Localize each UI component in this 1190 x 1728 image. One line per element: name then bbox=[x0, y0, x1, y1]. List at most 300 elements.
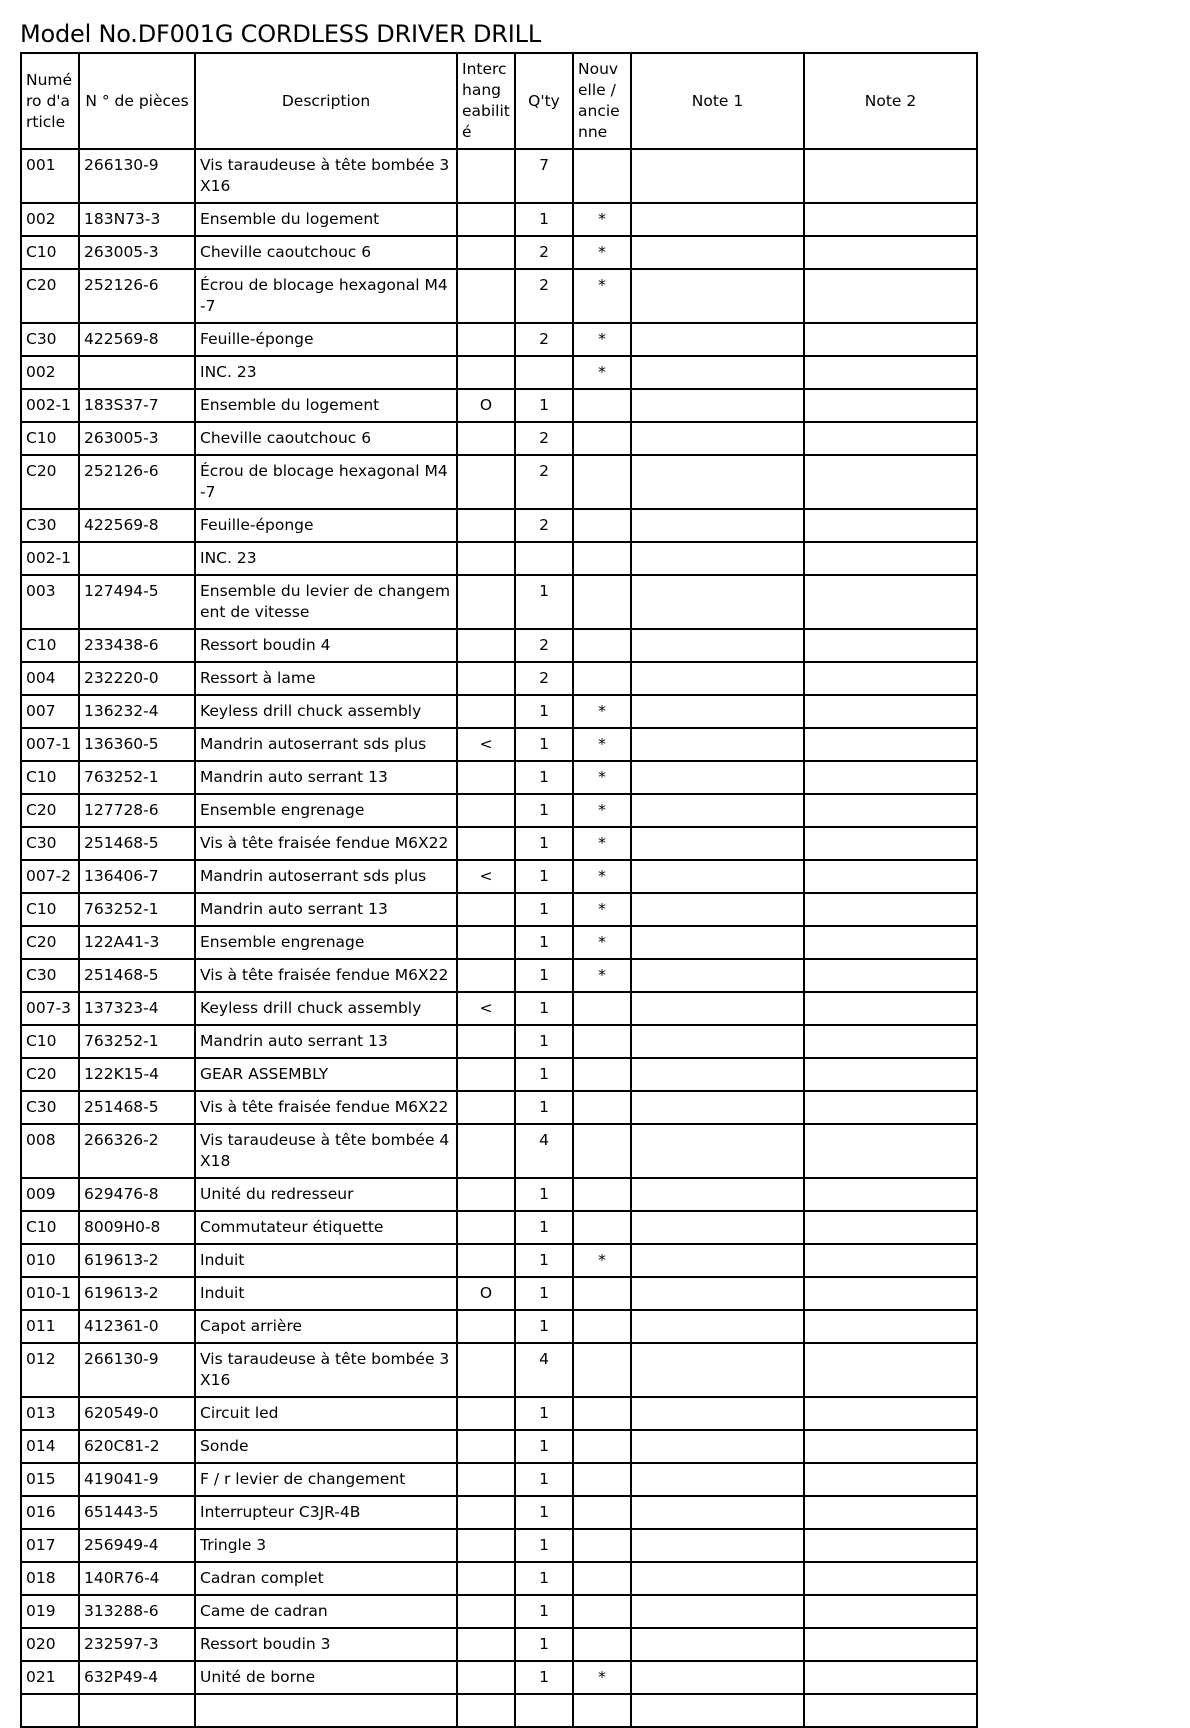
item-no-cell: 007-3 bbox=[21, 992, 79, 1025]
note-1-cell bbox=[631, 356, 804, 389]
qty-cell: 1 bbox=[515, 959, 573, 992]
item-no-cell: 002 bbox=[21, 203, 79, 236]
interchangeability-cell bbox=[457, 1343, 515, 1397]
description-cell: Mandrin auto serrant 13 bbox=[195, 761, 457, 794]
qty-cell: 1 bbox=[515, 1277, 573, 1310]
interchangeability-cell bbox=[457, 1562, 515, 1595]
item-no-cell: 007-1 bbox=[21, 728, 79, 761]
note-2-cell bbox=[804, 827, 977, 860]
item-no-cell: 020 bbox=[21, 1628, 79, 1661]
item-no-cell: C10 bbox=[21, 761, 79, 794]
note-1-cell bbox=[631, 959, 804, 992]
table-row bbox=[21, 269, 977, 323]
note-2-cell bbox=[804, 542, 977, 575]
table-row bbox=[21, 1694, 977, 1727]
note-2-cell bbox=[804, 1124, 977, 1178]
note-2-cell bbox=[804, 1595, 977, 1628]
description-cell: Ensemble du logement bbox=[195, 389, 457, 422]
description-cell: Mandrin autoserrant sds plus bbox=[195, 860, 457, 893]
qty-cell: 4 bbox=[515, 1124, 573, 1178]
qty-cell: 1 bbox=[515, 926, 573, 959]
note-1-cell bbox=[631, 1661, 804, 1694]
item-no-cell: 008 bbox=[21, 1124, 79, 1178]
new-old-cell: * bbox=[573, 356, 631, 389]
part-no-cell: 619613-2 bbox=[79, 1277, 195, 1310]
qty-cell: 2 bbox=[515, 662, 573, 695]
description-cell: Mandrin auto serrant 13 bbox=[195, 893, 457, 926]
new-old-cell bbox=[573, 1058, 631, 1091]
note-1-cell bbox=[631, 575, 804, 629]
qty-cell: 1 bbox=[515, 389, 573, 422]
note-2-cell bbox=[804, 860, 977, 893]
qty-cell: 1 bbox=[515, 1244, 573, 1277]
table-row bbox=[21, 1058, 977, 1091]
interchangeability-cell bbox=[457, 1595, 515, 1628]
item-no-cell: C30 bbox=[21, 509, 79, 542]
item-no-cell: 007-2 bbox=[21, 860, 79, 893]
description-cell: Mandrin autoserrant sds plus bbox=[195, 728, 457, 761]
item-no-cell: 010-1 bbox=[21, 1277, 79, 1310]
note-2-cell bbox=[804, 1661, 977, 1694]
note-2-cell bbox=[804, 1091, 977, 1124]
new-old-cell: * bbox=[573, 1244, 631, 1277]
item-no-cell: C20 bbox=[21, 1058, 79, 1091]
interchangeability-cell bbox=[457, 1211, 515, 1244]
note-1-cell bbox=[631, 509, 804, 542]
interchangeability-cell: O bbox=[457, 389, 515, 422]
interchangeability-cell bbox=[457, 629, 515, 662]
header-note-1: Note 1 bbox=[631, 53, 804, 149]
description-cell: Ensemble engrenage bbox=[195, 794, 457, 827]
note-1-cell bbox=[631, 269, 804, 323]
note-2-cell bbox=[804, 1178, 977, 1211]
description-cell: Vis à tête fraisée fendue M6X22 bbox=[195, 827, 457, 860]
interchangeability-cell bbox=[457, 926, 515, 959]
note-2-cell bbox=[804, 356, 977, 389]
new-old-cell bbox=[573, 1277, 631, 1310]
description-cell: F / r levier de changement bbox=[195, 1463, 457, 1496]
qty-cell: 1 bbox=[515, 1178, 573, 1211]
table-row bbox=[21, 1463, 977, 1496]
table-row bbox=[21, 695, 977, 728]
page-title: Model No.DF001G CORDLESS DRIVER DRILL bbox=[20, 20, 541, 48]
qty-cell: 2 bbox=[515, 269, 573, 323]
qty-cell: 1 bbox=[515, 761, 573, 794]
part-no-cell: 651443-5 bbox=[79, 1496, 195, 1529]
item-no-cell: 009 bbox=[21, 1178, 79, 1211]
qty-cell: 1 bbox=[515, 575, 573, 629]
item-no-cell: C10 bbox=[21, 893, 79, 926]
note-1-cell bbox=[631, 761, 804, 794]
item-no-cell: C20 bbox=[21, 269, 79, 323]
header-qty: Q'ty bbox=[515, 53, 573, 149]
item-no-cell: C30 bbox=[21, 827, 79, 860]
table-row bbox=[21, 794, 977, 827]
qty-cell: 1 bbox=[515, 1058, 573, 1091]
note-1-cell bbox=[631, 926, 804, 959]
item-no-cell: C10 bbox=[21, 422, 79, 455]
part-no-cell: 412361-0 bbox=[79, 1310, 195, 1343]
note-2-cell bbox=[804, 1463, 977, 1496]
note-1-cell bbox=[631, 1091, 804, 1124]
new-old-cell bbox=[573, 1310, 631, 1343]
item-no-cell: 019 bbox=[21, 1595, 79, 1628]
interchangeability-cell bbox=[457, 1124, 515, 1178]
qty-cell: 1 bbox=[515, 1430, 573, 1463]
note-2-cell bbox=[804, 629, 977, 662]
new-old-cell bbox=[573, 1628, 631, 1661]
parts-table bbox=[20, 52, 978, 1728]
header-description: Description bbox=[195, 53, 457, 149]
interchangeability-cell bbox=[457, 203, 515, 236]
interchangeability-cell bbox=[457, 542, 515, 575]
item-no-cell: C10 bbox=[21, 1025, 79, 1058]
note-2-cell bbox=[804, 422, 977, 455]
qty-cell: 1 bbox=[515, 1025, 573, 1058]
part-no-cell bbox=[79, 1694, 195, 1727]
new-old-cell bbox=[573, 422, 631, 455]
table-row bbox=[21, 1277, 977, 1310]
interchangeability-cell bbox=[457, 1529, 515, 1562]
part-no-cell: 122K15-4 bbox=[79, 1058, 195, 1091]
interchangeability-cell bbox=[457, 1430, 515, 1463]
description-cell: Unité de borne bbox=[195, 1661, 457, 1694]
part-no-cell: 266130-9 bbox=[79, 1343, 195, 1397]
qty-cell: 1 bbox=[515, 1463, 573, 1496]
item-no-cell: C30 bbox=[21, 1091, 79, 1124]
note-2-cell bbox=[804, 1058, 977, 1091]
item-no-cell: 004 bbox=[21, 662, 79, 695]
part-no-cell: 620C81-2 bbox=[79, 1430, 195, 1463]
part-no-cell: 183N73-3 bbox=[79, 203, 195, 236]
description-cell bbox=[195, 1694, 457, 1727]
item-no-cell bbox=[21, 1694, 79, 1727]
qty-cell: 1 bbox=[515, 794, 573, 827]
interchangeability-cell bbox=[457, 323, 515, 356]
description-cell: Keyless drill chuck assembly bbox=[195, 992, 457, 1025]
part-no-cell: 313288-6 bbox=[79, 1595, 195, 1628]
table-row bbox=[21, 356, 977, 389]
item-no-cell: 018 bbox=[21, 1562, 79, 1595]
note-2-cell bbox=[804, 761, 977, 794]
qty-cell: 2 bbox=[515, 629, 573, 662]
part-no-cell: 632P49-4 bbox=[79, 1661, 195, 1694]
header-new-old: Nouv elle / ancie nne bbox=[573, 53, 631, 149]
qty-cell: 1 bbox=[515, 728, 573, 761]
interchangeability-cell bbox=[457, 1091, 515, 1124]
part-no-cell: 263005-3 bbox=[79, 422, 195, 455]
item-no-cell: 010 bbox=[21, 1244, 79, 1277]
part-no-cell: 137323-4 bbox=[79, 992, 195, 1025]
table-row bbox=[21, 1562, 977, 1595]
new-old-cell bbox=[573, 455, 631, 509]
note-1-cell bbox=[631, 1694, 804, 1727]
qty-cell: 2 bbox=[515, 455, 573, 509]
description-cell: Circuit led bbox=[195, 1397, 457, 1430]
description-cell: Ensemble du levier de changement de vitesse bbox=[195, 575, 457, 629]
description-cell: Ensemble du logement bbox=[195, 203, 457, 236]
new-old-cell bbox=[573, 1178, 631, 1211]
table-row bbox=[21, 1628, 977, 1661]
description-cell: Vis taraudeuse à tête bombée 3X16 bbox=[195, 1343, 457, 1397]
table-row bbox=[21, 203, 977, 236]
interchangeability-cell bbox=[457, 269, 515, 323]
description-cell: GEAR ASSEMBLY bbox=[195, 1058, 457, 1091]
note-2-cell bbox=[804, 1343, 977, 1397]
note-1-cell bbox=[631, 1397, 804, 1430]
note-2-cell bbox=[804, 893, 977, 926]
table-row bbox=[21, 1595, 977, 1628]
interchangeability-cell bbox=[457, 1694, 515, 1727]
note-2-cell bbox=[804, 1496, 977, 1529]
item-no-cell: 007 bbox=[21, 695, 79, 728]
note-1-cell bbox=[631, 323, 804, 356]
table-row bbox=[21, 662, 977, 695]
item-no-cell: 017 bbox=[21, 1529, 79, 1562]
part-no-cell: 122A41-3 bbox=[79, 926, 195, 959]
table-row bbox=[21, 1343, 977, 1397]
interchangeability-cell bbox=[457, 1661, 515, 1694]
note-1-cell bbox=[631, 455, 804, 509]
qty-cell: 2 bbox=[515, 236, 573, 269]
new-old-cell bbox=[573, 1529, 631, 1562]
note-2-cell bbox=[804, 1694, 977, 1727]
interchangeability-cell bbox=[457, 1397, 515, 1430]
description-cell: Ressort à lame bbox=[195, 662, 457, 695]
qty-cell: 1 bbox=[515, 1496, 573, 1529]
table-row bbox=[21, 422, 977, 455]
part-no-cell: 419041-9 bbox=[79, 1463, 195, 1496]
interchangeability-cell bbox=[457, 1463, 515, 1496]
description-cell: Ensemble engrenage bbox=[195, 926, 457, 959]
note-1-cell bbox=[631, 389, 804, 422]
qty-cell: 1 bbox=[515, 1661, 573, 1694]
new-old-cell bbox=[573, 1430, 631, 1463]
part-no-cell: 136406-7 bbox=[79, 860, 195, 893]
table-row bbox=[21, 542, 977, 575]
note-2-cell bbox=[804, 1244, 977, 1277]
note-1-cell bbox=[631, 1277, 804, 1310]
qty-cell: 1 bbox=[515, 203, 573, 236]
note-1-cell bbox=[631, 1463, 804, 1496]
new-old-cell bbox=[573, 575, 631, 629]
note-2-cell bbox=[804, 695, 977, 728]
note-2-cell bbox=[804, 959, 977, 992]
interchangeability-cell bbox=[457, 794, 515, 827]
note-2-cell bbox=[804, 203, 977, 236]
new-old-cell bbox=[573, 629, 631, 662]
item-no-cell: 002-1 bbox=[21, 389, 79, 422]
item-no-cell: C20 bbox=[21, 926, 79, 959]
table-row bbox=[21, 509, 977, 542]
qty-cell: 1 bbox=[515, 860, 573, 893]
interchangeability-cell bbox=[457, 236, 515, 269]
new-old-cell bbox=[573, 1025, 631, 1058]
description-cell: Écrou de blocage hexagonal M4-7 bbox=[195, 455, 457, 509]
new-old-cell bbox=[573, 1595, 631, 1628]
description-cell: Feuille-éponge bbox=[195, 323, 457, 356]
note-2-cell bbox=[804, 1025, 977, 1058]
interchangeability-cell bbox=[457, 893, 515, 926]
header-part-no: N ° de pièces bbox=[79, 53, 195, 149]
description-cell: Ressort boudin 4 bbox=[195, 629, 457, 662]
table-row bbox=[21, 1091, 977, 1124]
interchangeability-cell bbox=[457, 1628, 515, 1661]
new-old-cell: * bbox=[573, 926, 631, 959]
new-old-cell bbox=[573, 1496, 631, 1529]
qty-cell: 2 bbox=[515, 323, 573, 356]
table-row bbox=[21, 761, 977, 794]
description-cell: Interrupteur C3JR-4B bbox=[195, 1496, 457, 1529]
part-no-cell: 763252-1 bbox=[79, 893, 195, 926]
interchangeability-cell bbox=[457, 509, 515, 542]
note-1-cell bbox=[631, 1430, 804, 1463]
interchangeability-cell bbox=[457, 761, 515, 794]
new-old-cell bbox=[573, 992, 631, 1025]
description-cell: Capot arrière bbox=[195, 1310, 457, 1343]
description-cell: Cheville caoutchouc 6 bbox=[195, 422, 457, 455]
table-row bbox=[21, 893, 977, 926]
part-no-cell: 266130-9 bbox=[79, 149, 195, 203]
note-1-cell bbox=[631, 794, 804, 827]
note-1-cell bbox=[631, 236, 804, 269]
part-no-cell: 422569-8 bbox=[79, 323, 195, 356]
table-row bbox=[21, 323, 977, 356]
qty-cell: 2 bbox=[515, 509, 573, 542]
part-no-cell: 8009H0-8 bbox=[79, 1211, 195, 1244]
note-2-cell bbox=[804, 149, 977, 203]
part-no-cell: 233438-6 bbox=[79, 629, 195, 662]
interchangeability-cell bbox=[457, 575, 515, 629]
item-no-cell: 011 bbox=[21, 1310, 79, 1343]
note-1-cell bbox=[631, 860, 804, 893]
qty-cell: 7 bbox=[515, 149, 573, 203]
table-row bbox=[21, 926, 977, 959]
table-row bbox=[21, 1178, 977, 1211]
item-no-cell: 002-1 bbox=[21, 542, 79, 575]
part-no-cell: 251468-5 bbox=[79, 827, 195, 860]
note-1-cell bbox=[631, 542, 804, 575]
interchangeability-cell bbox=[457, 1178, 515, 1211]
qty-cell: 1 bbox=[515, 1628, 573, 1661]
qty-cell: 1 bbox=[515, 1310, 573, 1343]
description-cell: Vis à tête fraisée fendue M6X22 bbox=[195, 959, 457, 992]
note-2-cell bbox=[804, 728, 977, 761]
qty-cell: 1 bbox=[515, 1562, 573, 1595]
note-1-cell bbox=[631, 1562, 804, 1595]
note-1-cell bbox=[631, 695, 804, 728]
qty-cell: 1 bbox=[515, 992, 573, 1025]
part-no-cell bbox=[79, 542, 195, 575]
description-cell: Came de cadran bbox=[195, 1595, 457, 1628]
interchangeability-cell bbox=[457, 1310, 515, 1343]
table-row bbox=[21, 1124, 977, 1178]
qty-cell: 1 bbox=[515, 695, 573, 728]
qty-cell: 1 bbox=[515, 1091, 573, 1124]
header-note-2: Note 2 bbox=[804, 53, 977, 149]
note-2-cell bbox=[804, 662, 977, 695]
note-1-cell bbox=[631, 203, 804, 236]
description-cell: Commutateur étiquette bbox=[195, 1211, 457, 1244]
item-no-cell: 021 bbox=[21, 1661, 79, 1694]
note-2-cell bbox=[804, 269, 977, 323]
interchangeability-cell bbox=[457, 1025, 515, 1058]
note-1-cell bbox=[631, 1310, 804, 1343]
note-2-cell bbox=[804, 389, 977, 422]
note-1-cell bbox=[631, 1496, 804, 1529]
qty-cell bbox=[515, 356, 573, 389]
item-no-cell: 014 bbox=[21, 1430, 79, 1463]
new-old-cell: * bbox=[573, 203, 631, 236]
new-old-cell: * bbox=[573, 1661, 631, 1694]
note-1-cell bbox=[631, 1178, 804, 1211]
table-row bbox=[21, 236, 977, 269]
qty-cell: 1 bbox=[515, 1595, 573, 1628]
part-no-cell: 266326-2 bbox=[79, 1124, 195, 1178]
table-row bbox=[21, 1397, 977, 1430]
note-2-cell bbox=[804, 575, 977, 629]
table-row bbox=[21, 1310, 977, 1343]
new-old-cell: * bbox=[573, 827, 631, 860]
interchangeability-cell: < bbox=[457, 728, 515, 761]
qty-cell: 1 bbox=[515, 827, 573, 860]
new-old-cell bbox=[573, 1463, 631, 1496]
qty-cell: 1 bbox=[515, 1397, 573, 1430]
qty-cell: 4 bbox=[515, 1343, 573, 1397]
note-2-cell bbox=[804, 1310, 977, 1343]
part-no-cell: 252126-6 bbox=[79, 455, 195, 509]
interchangeability-cell bbox=[457, 959, 515, 992]
part-no-cell: 183S37-7 bbox=[79, 389, 195, 422]
new-old-cell bbox=[573, 1091, 631, 1124]
description-cell: Cheville caoutchouc 6 bbox=[195, 236, 457, 269]
note-2-cell bbox=[804, 1211, 977, 1244]
table-row bbox=[21, 1025, 977, 1058]
table-row bbox=[21, 1529, 977, 1562]
new-old-cell bbox=[573, 662, 631, 695]
header-row bbox=[21, 53, 977, 149]
table-row bbox=[21, 629, 977, 662]
new-old-cell bbox=[573, 1562, 631, 1595]
description-cell: Sonde bbox=[195, 1430, 457, 1463]
item-no-cell: 012 bbox=[21, 1343, 79, 1397]
new-old-cell bbox=[573, 509, 631, 542]
item-no-cell: C10 bbox=[21, 1211, 79, 1244]
description-cell: Mandrin auto serrant 13 bbox=[195, 1025, 457, 1058]
item-no-cell: 001 bbox=[21, 149, 79, 203]
new-old-cell: * bbox=[573, 269, 631, 323]
part-no-cell: 256949-4 bbox=[79, 1529, 195, 1562]
table-row bbox=[21, 1244, 977, 1277]
interchangeability-cell bbox=[457, 149, 515, 203]
part-no-cell: 136360-5 bbox=[79, 728, 195, 761]
part-no-cell bbox=[79, 356, 195, 389]
interchangeability-cell bbox=[457, 695, 515, 728]
note-1-cell bbox=[631, 662, 804, 695]
note-1-cell bbox=[631, 1595, 804, 1628]
item-no-cell: C20 bbox=[21, 794, 79, 827]
note-2-cell bbox=[804, 1397, 977, 1430]
note-1-cell bbox=[631, 1529, 804, 1562]
part-no-cell: 127494-5 bbox=[79, 575, 195, 629]
interchangeability-cell bbox=[457, 422, 515, 455]
note-2-cell bbox=[804, 1430, 977, 1463]
new-old-cell bbox=[573, 149, 631, 203]
new-old-cell bbox=[573, 1397, 631, 1430]
part-no-cell: 763252-1 bbox=[79, 1025, 195, 1058]
table-row bbox=[21, 1496, 977, 1529]
item-no-cell: C10 bbox=[21, 629, 79, 662]
